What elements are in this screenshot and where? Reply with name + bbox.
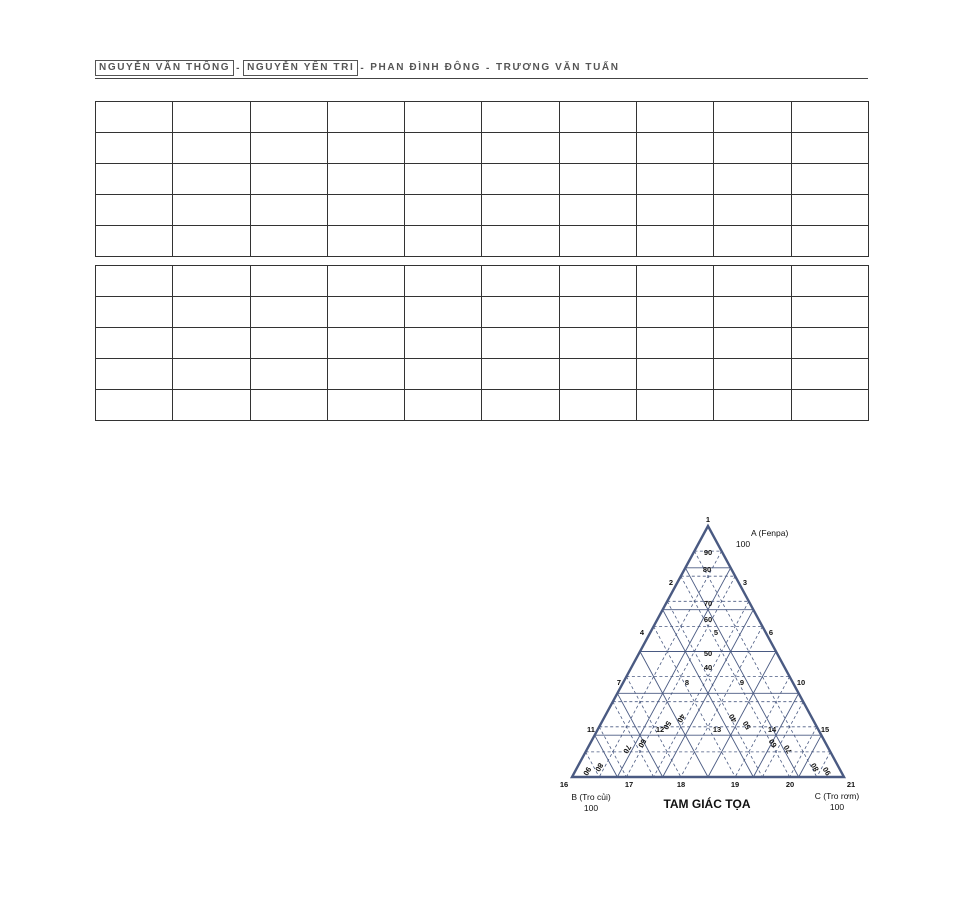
grid-line <box>708 652 776 778</box>
node-number: 19 <box>730 780 740 789</box>
dashed-grid-line <box>613 702 654 777</box>
node-number: 2 <box>668 578 674 587</box>
node-number: 18 <box>676 780 686 789</box>
separator: - <box>236 62 242 74</box>
right-scale-label: 90 <box>820 765 833 778</box>
left-scale-label: 50 <box>661 719 674 732</box>
left-scale-label: 90 <box>581 765 594 778</box>
vertex-c-label: C (Tro rơm) <box>814 791 860 801</box>
node-number: 14 <box>767 725 777 734</box>
left-scale-label: 40 <box>675 712 688 725</box>
node-number: 16 <box>559 780 569 789</box>
dashed-grid-line <box>694 551 816 777</box>
left-scale-label: 70 <box>621 743 634 756</box>
node-number: 8 <box>684 678 690 687</box>
vertex-c-value: 100 <box>829 802 845 812</box>
center-scale-label: 70 <box>703 599 713 608</box>
node-number: 20 <box>785 780 795 789</box>
node-number: 1 <box>705 515 711 524</box>
author-2: NGUYỄN YÊN TRI <box>243 60 358 76</box>
center-scale-label: 50 <box>703 649 713 658</box>
author-4: TRƯƠNG VĂN TUẤN <box>495 62 620 73</box>
right-scale-label: 40 <box>726 712 739 725</box>
node-number: 15 <box>820 725 830 734</box>
node-number: 13 <box>712 725 722 734</box>
node-number: 7 <box>616 678 622 687</box>
center-scale-label: 80 <box>702 565 712 574</box>
center-scale-label: 40 <box>703 663 713 672</box>
vertex-b-value: 100 <box>583 803 599 813</box>
vertex-b-label: B (Tro củi) <box>571 792 611 802</box>
diagram-title: TAM GIÁC TỌA <box>663 797 751 811</box>
left-scale-label: 80 <box>593 761 606 774</box>
node-number: 17 <box>624 780 634 789</box>
scale-labels <box>581 548 833 777</box>
dashed-grid-line <box>681 626 763 777</box>
author-3: PHAN ĐÌNH ĐÔNG <box>370 62 482 73</box>
node-number: 6 <box>768 628 774 637</box>
node-number: 4 <box>639 628 645 637</box>
right-scale-label: 50 <box>740 719 753 732</box>
grid-line <box>640 652 708 778</box>
separator: - <box>360 62 366 74</box>
separator: - <box>486 62 491 74</box>
right-scale-label: 60 <box>766 737 779 750</box>
right-scale-label: 80 <box>808 761 821 774</box>
node-number: 5 <box>713 628 719 637</box>
author-1: NGUYỄN VĂN THÔNG <box>95 60 234 76</box>
left-scale-label: 60 <box>636 737 649 750</box>
dashed-grid-line <box>654 601 749 777</box>
grid-line <box>617 568 730 777</box>
vertex-a-value: 100 <box>735 539 751 549</box>
center-scale-label: 60 <box>703 615 713 624</box>
right-scale-label: 70 <box>781 743 794 756</box>
grid-line <box>685 568 798 777</box>
node-number: 3 <box>742 578 748 587</box>
dashed-grid-line <box>762 702 803 777</box>
vertex-a-label: A (Fenpa) <box>751 528 789 538</box>
center-scale-label: 90 <box>703 548 713 557</box>
node-number: 10 <box>796 678 806 687</box>
node-number: 21 <box>846 780 856 789</box>
node-number: 12 <box>655 725 665 734</box>
node-number: 11 <box>587 725 595 734</box>
node-number: 9 <box>739 678 745 687</box>
